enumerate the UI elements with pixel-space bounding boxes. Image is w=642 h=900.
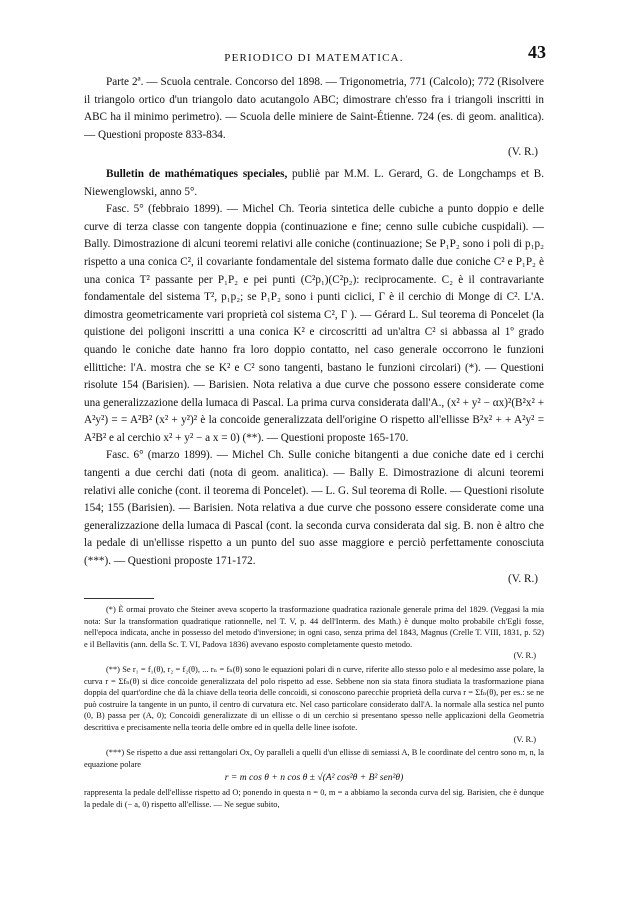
fascicle-6-paragraph: Fasc. 6° (marzo 1899). — Michel Ch. Sulle coniche bitangenti a due coniche date ed i cerchi tangenti a due cerchi dati (nota di geom. analitica). — Bally E. Dimostrazione di alcuni teoremi relativi alle coniche (cont. il teorema di Poncelet). — L. G. Sul teorema di Rolle. — Questioni risolute 154; 155 (Barisien). — Barisien. Nota relativa a due curve che possono essere considerate come una generalizzazione della lumaca di Pascal (cont. la seconda curva considerata dal sig. B. non è altro che la pedale di un'ellisse rispetto a un punto del suo asse maggiore e perciò perfettamente conosciuta (***). — Questioni proposte 171-172. bbox=[84, 449, 544, 568]
footnote-3-formula: r = m cos θ + n cos θ ± √(A² cos²θ + B² sen²θ) bbox=[224, 772, 404, 784]
section2-signature: (V. R.) bbox=[508, 572, 538, 585]
fascicle-5-paragraph: Fasc. 5° (febbraio 1899). — Michel Ch. Teoria sintetica delle cubiche a punto doppio e delle curve di terza classe con tangente doppia (continuazione e fine; cenno sulle cubiche cuspidali). — Bally. Dimostrazione di alcuni teoremi relativi alle coniche (continuazione; Se P₁P₂ sono i poli di p₁p₂ rispetto a una conica C², il covariante fondamentale del sistema formato dalle due coniche C² e P₁P₂ è una conica T² passante per P₁P₂ e pei punti (C²p₁)(C²p₂): reciprocamente. C₂ è il contravariante fondamentale del sistema T², p₁p₂; se P₁P₂ sono i punti ciclici, Γ è il cerchio di Monge di C². L'A. dimostra geometricamente vari proprietà col sistema C², Γ ). — Gérard L. Sul teorema di Poncelet (la quistione dei poligoni inscritti a una conica K² e circoscritti ad un'altra C² si abbassa al 1º grado quando le coniche date hanno fra loro doppio contatto, nel caso generale occorrono le funzioni ellittiche: l'A. mostra che se K² e C² sono tangenti, bastano le funzioni circolari) (*). — Questioni risolute 154 (Barisien). — Barisien. Nota relativa a due curve che possono essere considerate come una generalizzazione della lumaca di Pascal. La prima curva considerata dall'A., (x² + y² − αx)²(B²x² + A²y²) = = A²B² (x² + y²)² è la concoide generalizzata dell'origine O rispetto all'ellisse B²x² + + A²y² = A²B² e al cerchio x² + y² − a x = 0) (**). — Questioni proposte 165-170. bbox=[84, 203, 544, 444]
section1-signature: (V. R.) bbox=[508, 146, 538, 159]
footnote-2: (**) Se r₁ = f₁(θ), r₂ = f₂(θ), ... rₙ = fₙ(θ) sono le equazioni polari di n curve, riferite allo stesso polo e al medesimo asse polare, la curva r = Σfₙ(θ) si dice concoide generalizzata del polo rispetto ad esse. Sebbene non sia stata finora studiata la trasformazione piana doppia del quart'ordine che dà la chiave della teoria delle concoidi, si conoscono parecchie proprietà della curva r = Σfₙ(θ), per es.: se ne può costruire la tangente in un punto, il centro di curvatura etc. Nel caso particolare considerato dall'A. la normale alla sestica nel punto (0, B) passa per (A, 0); Concoidi generalizzate di un ellisse o di un cerchio si presentano spesso nelle applicazioni della Geometria descrittiva e precisamente nella teoria delle ombre ed in quella delle linee isofote. bbox=[84, 664, 544, 732]
section1-paragraph: Parte 2ª. — Scuola centrale. Concorso del 1898. — Trigonometria, 771 (Calcolo); 772 (Risolvere il triangolo ortico d'un triangolo dato acutangolo ABC; dimostrare ch'esso fra i triangoli inscritti in ABC ha il minimo perimetro). — Scuola delle miniere de Saint-Étienne. 724 (es. di geom. analitica). — Questioni proposte 833-834. bbox=[84, 76, 544, 141]
footnote-divider bbox=[84, 598, 154, 599]
footnote-3-continuation: rappresenta la pedale dell'ellisse rispetto ad O; ponendo in questa n = 0, m = a abbiamo la seconda curva del sig. Barisien, che è dunque la pedale di (− a, 0) rispetto all'ellisse. — Ne segue subito, bbox=[84, 787, 544, 809]
footnote-2-signature: (V. R.) bbox=[513, 734, 536, 744]
footnotes bbox=[84, 604, 544, 810]
footnote-1-signature: (V. R.) bbox=[513, 651, 536, 661]
footnote-3-text: (***) Se rispetto a due assi rettangolari Ox, Oy paralleli a quelli d'un ellisse di semiassi A, B le coordinate del centro sono m, n, la equazione polare bbox=[84, 748, 544, 769]
footnote-1: (*) È ormai provato che Steiner aveva scoperto la trasformazione quadratica razionale generale prima del 1829. (Veggasi la mia nota: Sur la transformation quadratique rationnelle, nel T. V, p. 44 dell'Interm. des Math.) è dunque molto probabile ch'Egli fosse, nell'epoca indicata, anche in possesso del metodo d'inversione; in ogni caso, senza prima del 1843, Magnus (Crelle T. VIII, 1831, p. 52) e il Bellavitis (ann. della Sc. T. VI, Padova 1836) avevano esposto completamente questo metodo. bbox=[84, 605, 544, 649]
bulletin-title: Bulletin de mathématiques speciales, bbox=[106, 167, 288, 180]
running-head: PERIODICO DI MATEMATICA. bbox=[224, 52, 404, 64]
page-header bbox=[84, 40, 544, 70]
bulletin-intro bbox=[84, 166, 544, 201]
bulletin-intro-rest: publiè par M.M. L. Gerard, G. de Longchamps et B. Niewenglowski, anno 5°. bbox=[84, 167, 544, 198]
page-number: 43 bbox=[528, 42, 546, 62]
main-text bbox=[84, 74, 544, 588]
